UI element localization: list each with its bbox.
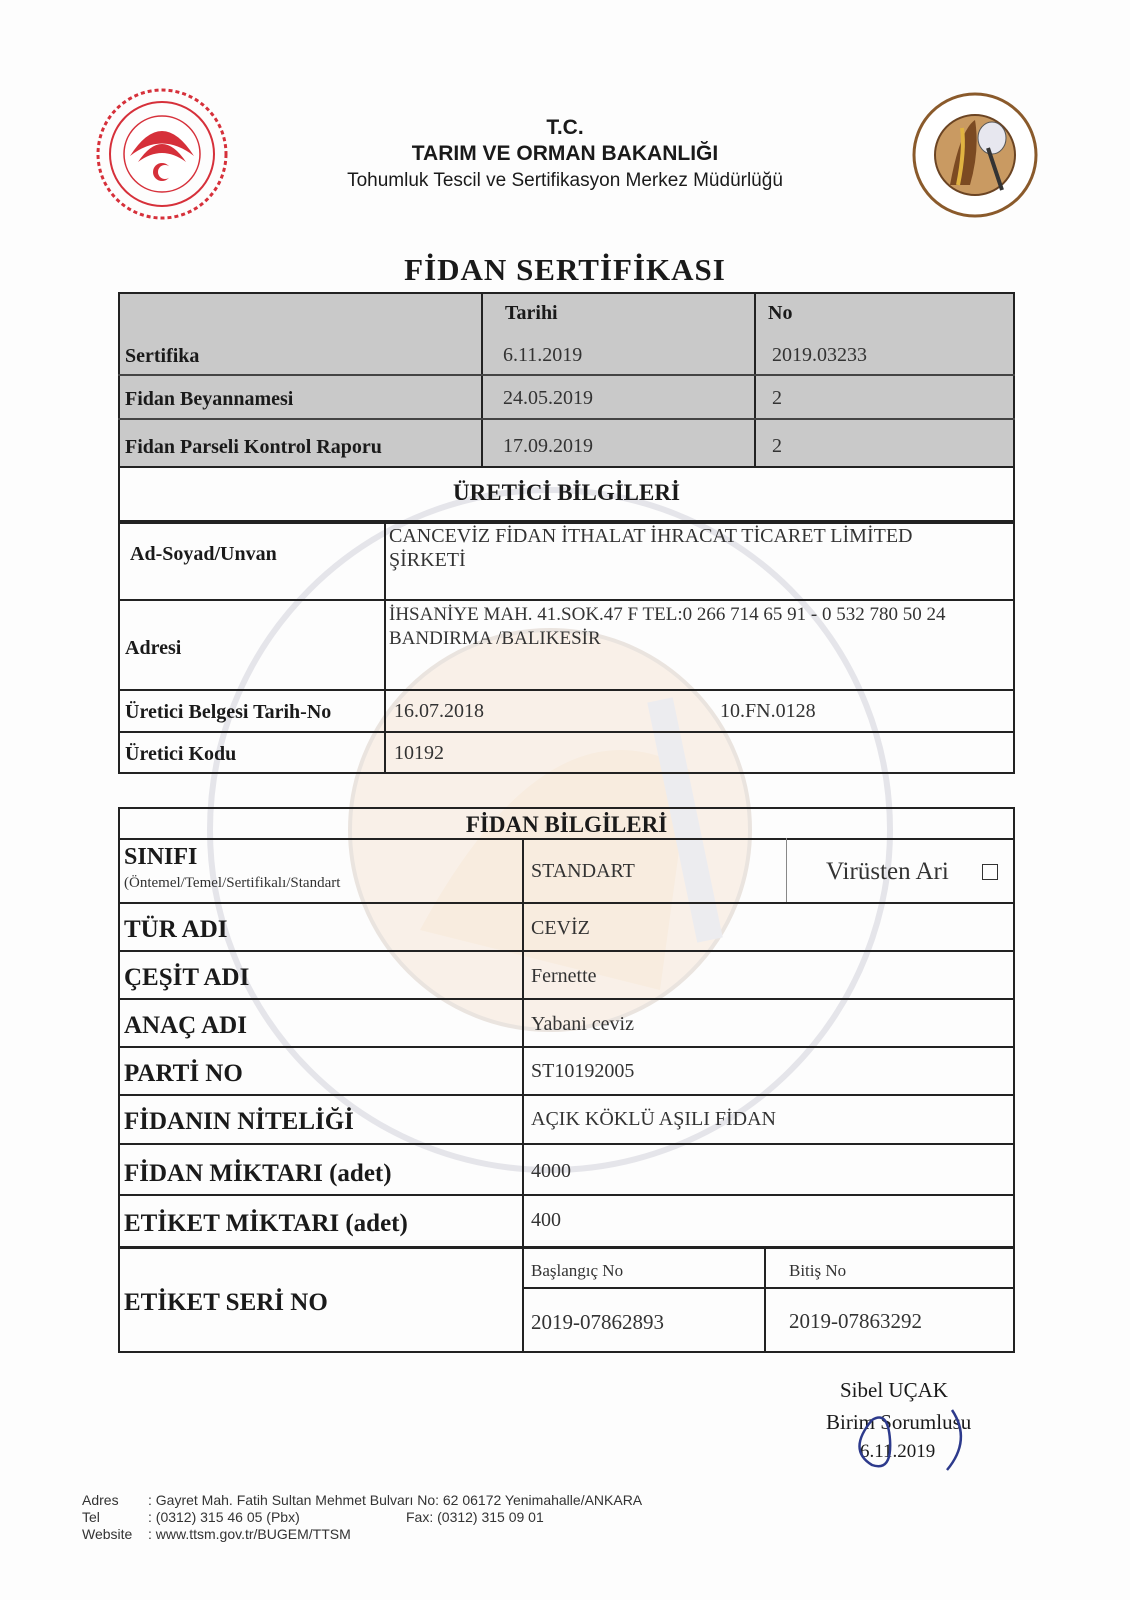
- row-label: Sertifika: [125, 345, 200, 367]
- producer-heading: ÜRETİCİ BİLGİLERİ: [453, 480, 680, 505]
- row-label: ETİKET MİKTARI (adet): [124, 1210, 408, 1237]
- table-divider: [118, 950, 1015, 952]
- footer-tel-value: : (0312) 315 46 05 (Pbx): [148, 1509, 300, 1525]
- row-label: ÇEŞİT ADI: [124, 964, 250, 991]
- row-label: FİDAN MİKTARI (adet): [124, 1160, 392, 1187]
- name-label: Ad-Soyad/Unvan: [130, 543, 277, 565]
- footer-tel-key: Tel: [82, 1509, 100, 1525]
- header-tc: T.C.: [546, 116, 584, 139]
- table-divider: [118, 902, 1015, 904]
- header-department: Tohumluk Tescil ve Sertifikasyon Merkez Müdürlüğü: [347, 170, 783, 191]
- row-value: AÇIK KÖKLÜ AŞILI FİDAN: [531, 1108, 776, 1130]
- serial-label: ETİKET SERİ NO: [124, 1289, 328, 1316]
- code-label: Üretici Kodu: [125, 743, 237, 765]
- virus-free-checkbox[interactable]: [982, 864, 998, 880]
- footer-address-value: : Gayret Mah. Fatih Sultan Mehmet Bulvarı No: 62 06172 Yenimahalle/ANKARA: [148, 1492, 643, 1508]
- row-label: TÜR ADI: [124, 916, 228, 943]
- table-divider: [522, 1287, 1015, 1289]
- cert-label: Üretici Belgesi Tarih-No: [125, 701, 332, 723]
- row-label: PARTİ NO: [124, 1060, 243, 1087]
- row-label: Fidan Parseli Kontrol Raporu: [125, 436, 382, 458]
- row-value: 4000: [531, 1160, 571, 1182]
- table-divider: [118, 374, 1015, 376]
- cert-date: 16.07.2018: [394, 700, 484, 722]
- footer-website-key: Website: [82, 1526, 133, 1542]
- table-divider: [118, 1194, 1015, 1196]
- row-no: 2: [772, 387, 782, 409]
- serial-start-value: 2019-07862893: [531, 1310, 664, 1334]
- table-divider: [118, 1094, 1015, 1096]
- virus-free-label: Virüsten Ari: [826, 858, 949, 885]
- table-divider: [118, 731, 1015, 733]
- table-divider: [786, 838, 787, 902]
- table-divider: [118, 998, 1015, 1000]
- sapling-heading: FİDAN BİLGİLERİ: [465, 812, 668, 837]
- signatory-role: Birim Sorumlusu: [826, 1410, 972, 1434]
- table-divider: [118, 1143, 1015, 1145]
- table-divider: [118, 1046, 1015, 1048]
- row-label: FİDANIN NİTELİĞİ: [124, 1108, 354, 1135]
- signatory-name: Sibel UÇAK: [840, 1378, 948, 1402]
- row-value: ST10192005: [531, 1060, 635, 1082]
- footer-fax: Fax: (0312) 315 09 01: [406, 1509, 544, 1525]
- col-date-header: Tarihi: [505, 302, 558, 324]
- header-ministry: TARIM VE ORMAN BAKANLIĞI: [411, 142, 719, 165]
- address-value-line2: BANDIRMA /BALIKESİR: [389, 628, 601, 649]
- class-value: STANDART: [531, 860, 635, 882]
- footer-website-link[interactable]: : www.ttsm.gov.tr/BUGEM/TTSM: [148, 1526, 351, 1542]
- table-divider: [764, 1249, 766, 1353]
- col-no-header: No: [768, 302, 793, 324]
- row-date: 17.09.2019: [503, 435, 593, 457]
- row-value: Yabani ceviz: [531, 1013, 634, 1035]
- table-divider: [118, 418, 1015, 420]
- table-divider: [118, 1246, 1015, 1249]
- row-no: 2019.03233: [772, 344, 867, 366]
- footer-address-key: Adres: [82, 1492, 119, 1508]
- code-value: 10192: [394, 742, 444, 764]
- row-label: ANAÇ ADI: [124, 1012, 247, 1039]
- name-value-line1: CANCEVİZ FİDAN İTHALAT İHRACAT TİCARET LİMİTED: [389, 525, 913, 547]
- page-title: FİDAN SERTİFİKASI: [404, 252, 726, 287]
- class-label: SINIFI: [124, 844, 198, 870]
- signature-date: 6.11.2019: [860, 1441, 936, 1462]
- table-divider: [118, 689, 1015, 691]
- table-divider: [481, 292, 483, 468]
- table-divider: [118, 599, 1015, 601]
- serial-end-label: Bitiş No: [789, 1261, 847, 1280]
- row-date: 6.11.2019: [503, 344, 583, 366]
- row-date: 24.05.2019: [503, 387, 593, 409]
- table-divider: [754, 292, 756, 468]
- address-label: Adresi: [125, 637, 182, 659]
- handwritten-signature-icon: [852, 1400, 982, 1475]
- name-value-line2: ŞİRKETİ: [389, 549, 466, 571]
- class-sublabel: (Öntemel/Temel/Sertifikalı/Standart: [124, 875, 341, 891]
- table-divider: [384, 522, 386, 774]
- row-value: 400: [531, 1209, 561, 1231]
- serial-end-value: 2019-07863292: [789, 1309, 922, 1333]
- row-value: CEVİZ: [531, 917, 590, 939]
- address-value-line1: İHSANİYE MAH. 41.SOK.47 F TEL:0 266 714 65 91 - 0 532 780 50 24: [389, 604, 946, 625]
- cert-no: 10.FN.0128: [720, 700, 816, 722]
- row-no: 2: [772, 435, 782, 457]
- row-value: Fernette: [531, 965, 597, 987]
- footer-contact: [82, 1492, 642, 1543]
- row-label: Fidan Beyannamesi: [125, 388, 294, 410]
- serial-start-label: Başlangıç No: [531, 1261, 624, 1280]
- table-divider: [118, 838, 1015, 840]
